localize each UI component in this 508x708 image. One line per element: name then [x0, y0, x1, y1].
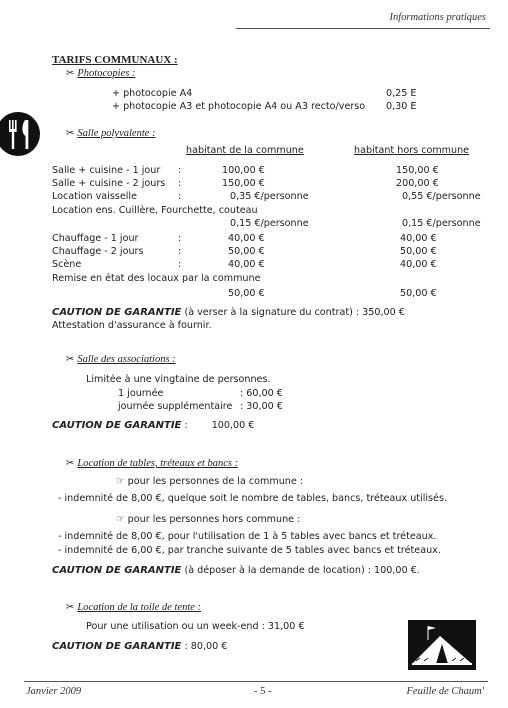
tarif-hors-commune: 0,15 €/personne — [402, 218, 481, 229]
hand-pointer-icon: ☞ — [116, 514, 125, 525]
tables-line-commune: - indemnité de 8,00 €, quelque soit le nombre de tables, bancs, tréteaux utilisés. — [58, 493, 447, 504]
col-header-commune: habitant de la commune — [186, 145, 304, 156]
caution-toile-tente: CAUTION DE GARANTIE : 80,00 € — [52, 641, 228, 652]
tarif-colon: : — [178, 191, 182, 202]
section-title-toile-tente: ✂ Location de la toile de tente : — [66, 602, 202, 613]
tables-line-hors-1: - indemnité de 8,00 €, pour l'utilisation de 1 à 5 tables avec bancs et tréteaux. — [58, 531, 437, 542]
tarif-hors-commune: 40,00 € — [400, 259, 437, 270]
tarif-label: Chauffage - 1 jour — [52, 233, 139, 244]
tarif-hors-commune: 50,00 € — [400, 288, 437, 299]
tarif-label: Salle + cuisine - 2 jours — [52, 178, 166, 189]
footer-page-number: - 5 - — [254, 686, 272, 697]
cutlery-icon — [0, 112, 44, 156]
tarif-hors-commune: 0,55 €/personne — [402, 191, 481, 202]
tables-line-hors-2: - indemnité de 6,00 €, par tranche suivante de 5 tables avec bancs et tréteaux. — [58, 545, 441, 556]
col-header-hors-commune: habitant hors commune — [354, 145, 470, 156]
tarif-commune: 50,00 € — [228, 288, 265, 299]
tarif-label: Location vaisselle — [52, 191, 137, 202]
tarif-label: Chauffage - 2 jours — [52, 246, 144, 257]
photocopie-a4-label: + photocopie A4 — [112, 88, 193, 99]
section-title-photocopies: ✂ Photocopies : — [66, 68, 136, 79]
associations-row-price: : 30,00 € — [240, 401, 283, 412]
tarif-hors-commune: 50,00 € — [400, 246, 437, 257]
section-title-salle-polyvalente: ✂ Salle polyvalente : — [66, 128, 156, 139]
tarif-colon: : — [178, 165, 182, 176]
tarif-colon: : — [178, 233, 182, 244]
footer-date: Janvier 2009 — [26, 686, 82, 697]
caution-salle-polyvalente: CAUTION DE GARANTIE (à verser à la signature du contrat) : 350,00 € — [52, 307, 405, 318]
scissors-icon: ✂ — [66, 602, 75, 613]
photocopie-a4-price: 0,25 E — [386, 88, 417, 99]
associations-row-price: : 60,00 € — [240, 388, 283, 399]
tarif-label: Remise en état des locaux par la commune — [52, 273, 261, 284]
header-title: Informations pratiques — [389, 12, 486, 23]
scissors-icon: ✂ — [66, 458, 75, 469]
footer-publication: Feuille de Chaum' — [406, 686, 484, 697]
scissors-icon: ✂ — [66, 68, 75, 79]
tarif-commune: 0,35 €/personne — [230, 191, 309, 202]
tables-sub-hors: ☞ pour les personnes hors commune : — [116, 514, 301, 525]
associations-row-label: journée supplémentaire — [118, 401, 233, 412]
tarif-colon: : — [178, 259, 182, 270]
photocopie-a3-price: 0,30 E — [386, 101, 417, 112]
tent-icon — [408, 620, 476, 670]
header-rule — [236, 28, 490, 29]
tarif-commune: 50,00 € — [228, 246, 265, 257]
toile-tente-price: Pour une utilisation ou un week-end : 31,00 € — [86, 621, 305, 632]
tarif-colon: : — [178, 246, 182, 257]
tarif-hors-commune: 200,00 € — [396, 178, 439, 189]
caution-tables: CAUTION DE GARANTIE (à déposer à la demande de location) : 100,00 €. — [52, 565, 420, 576]
main-title: TARIFS COMMUNAUX : — [52, 54, 178, 66]
section-title-location-tables: ✂ Location de tables, tréteaux et bancs : — [66, 458, 239, 469]
hand-pointer-icon: ☞ — [116, 476, 125, 487]
tarif-commune: 0,15 €/personne — [230, 218, 309, 229]
tarif-label: Scène — [52, 259, 82, 270]
tarif-hors-commune: 150,00 € — [396, 165, 439, 176]
footer-rule — [24, 681, 488, 682]
tarif-colon: : — [178, 178, 182, 189]
tarif-commune: 40,00 € — [228, 259, 265, 270]
attestation-text: Attestation d'assurance à fournir. — [52, 320, 212, 331]
tarif-label: Location ens. Cuillère, Fourchette, couteau — [52, 205, 258, 216]
caution-associations: CAUTION DE GARANTIE : 100,00 € — [52, 420, 255, 431]
section-title-salle-associations: ✂ Salle des associations : — [66, 354, 176, 365]
scissors-icon: ✂ — [66, 128, 75, 139]
tables-sub-commune: ☞ pour les personnes de la commune : — [116, 476, 304, 487]
associations-limit: Limitée à une vingtaine de personnes. — [86, 374, 271, 385]
tarif-commune: 100,00 € — [222, 165, 265, 176]
photocopie-a3-label: + photocopie A3 et photocopie A4 ou A3 recto/verso — [112, 101, 366, 112]
associations-row-label: 1 journée — [118, 388, 164, 399]
tarif-commune: 150,00 € — [222, 178, 265, 189]
tarif-commune: 40,00 € — [228, 233, 265, 244]
scissors-icon: ✂ — [66, 354, 75, 365]
tarif-label: Salle + cuisine - 1 jour — [52, 165, 161, 176]
tarif-hors-commune: 40,00 € — [400, 233, 437, 244]
